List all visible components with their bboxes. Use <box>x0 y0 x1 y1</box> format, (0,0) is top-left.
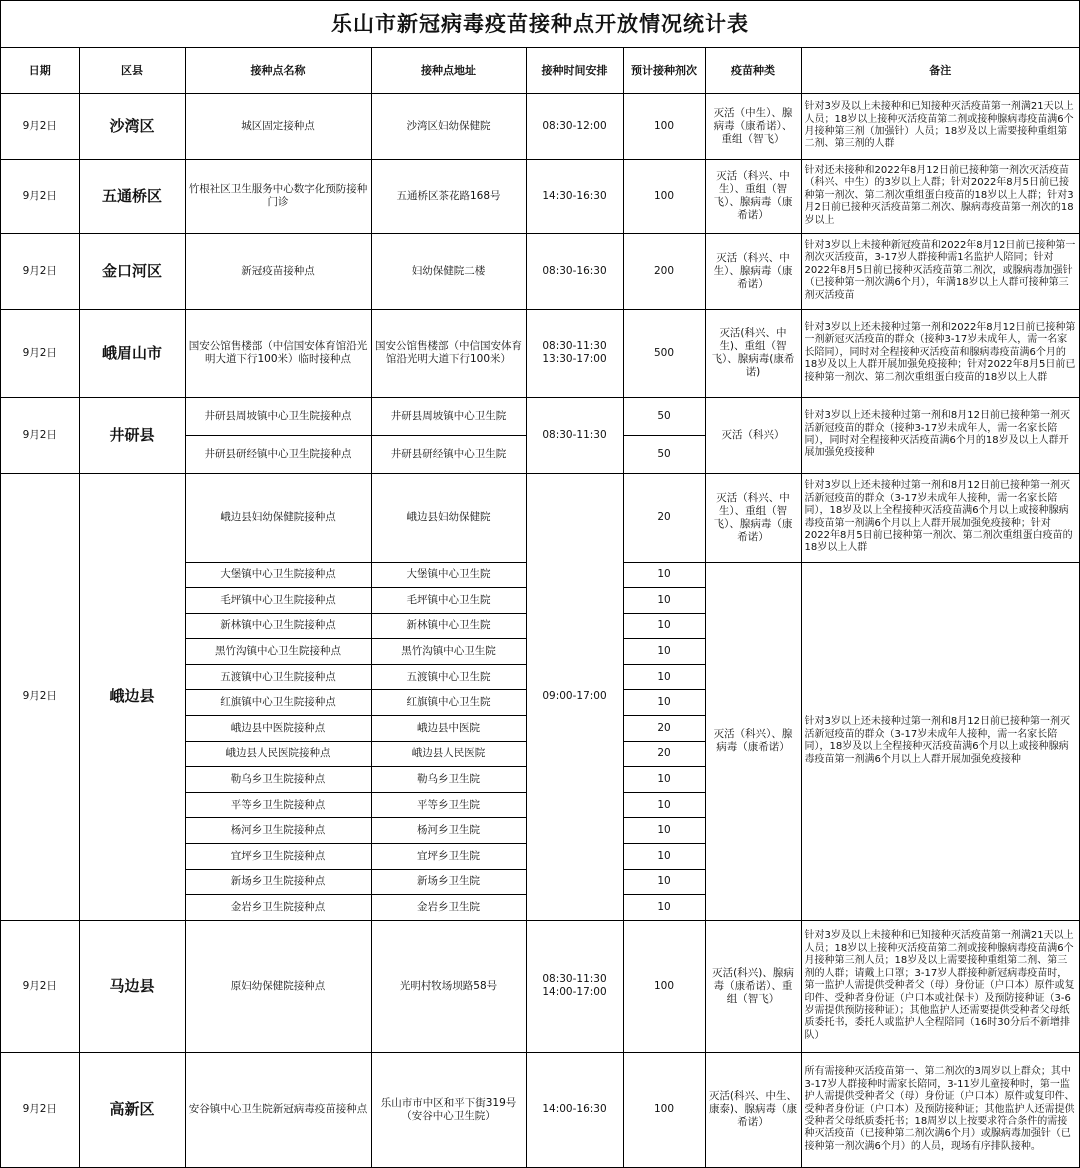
address-cell: 国安公馆售楼部（中信国安体育馆沿光明大道下行100米） <box>371 309 526 397</box>
vaccine-cell: 灭活（科兴、中生）、腺病毒（康希诺） <box>705 233 801 309</box>
remark-cell: 针对3岁以上还未接种过第一剂和2022年8月12日前已接种第一剂新冠灭活疫苗的群众（接种3-17岁未成年人，需一名家长陪同），同时对全程接种灭活疫苗和腺病毒疫苗满6个月的18岁及以上人群开展加强免疫接种；针对2022年8月5日前已接种第一剂次、第二剂次重组蛋白疫苗的18岁以上人群 <box>801 309 1079 397</box>
doses-cell: 10 <box>623 792 705 818</box>
county-cell: 高新区 <box>79 1052 185 1167</box>
county-cell: 马边县 <box>79 920 185 1052</box>
site-cell: 原妇幼保健院接种点 <box>185 920 371 1052</box>
doses-cell: 50 <box>623 435 705 473</box>
doses-cell: 100 <box>623 93 705 159</box>
doses-cell: 100 <box>623 920 705 1052</box>
site-cell: 国安公馆售楼部（中信国安体育馆沿光明大道下行100米）临时接种点 <box>185 309 371 397</box>
remark-cell: 针对3岁以上还未接种过第一剂和8月12日前已接种第一剂灭活新冠疫苗的群众（3-17岁未成年人接种，需一名家长陪同），18岁及以上全程接种灭活疫苗满6个月以上或接种腺病毒疫苗第一剂满6个月以上人群开展加强免疫接种 <box>801 562 1079 920</box>
date-cell: 9月2日 <box>1 93 79 159</box>
time-slot-morning: 08:30-11:30 <box>542 973 607 986</box>
remark-cell: 针对3岁以上还未接种过第一剂和8月12日前已接种第一剂灭活新冠疫苗的群众（3-17岁未成年人接种，需一名家长陪同），18岁及以上全程接种灭活疫苗满6个月以上或接种腺病毒疫苗第一剂满6个月以上人群开展加强免疫接种；针对2022年8月5日前已接种第一剂次、第二剂次重组蛋白疫苗的18岁以上人群 <box>801 473 1079 562</box>
address-cell: 新林镇中心卫生院 <box>371 613 526 639</box>
address-cell: 井研县周坡镇中心卫生院 <box>371 397 526 435</box>
site-cell: 勒乌乡卫生院接种点 <box>185 767 371 793</box>
date-cell: 9月2日 <box>1 397 79 473</box>
address-cell: 勒乌乡卫生院 <box>371 767 526 793</box>
vaccine-cell: 灭活（中生）、腺病毒（康希诺）、重组（智飞） <box>705 93 801 159</box>
date-cell: 9月2日 <box>1 920 79 1052</box>
doses-cell: 10 <box>623 639 705 665</box>
doses-cell: 50 <box>623 397 705 435</box>
remark-cell: 针对3岁以上还未接种过第一剂和8月12日前已接种第一剂灭活新冠疫苗的群众（接种3-17岁未成年人，需一名家长陪同），同时对全程接种灭活疫苗满6个月的18岁及以上人群开展加强免疫接种 <box>801 397 1079 473</box>
table-row <box>1 233 1079 309</box>
page-title: 乐山市新冠病毒疫苗接种点开放情况统计表 <box>1 1 1079 48</box>
address-cell: 五渡镇中心卫生院 <box>371 664 526 690</box>
table-row <box>1 159 1079 233</box>
doses-cell: 100 <box>623 159 705 233</box>
table-row <box>1 309 1079 397</box>
header-time: 接种时间安排 <box>526 48 623 93</box>
county-cell: 峨边县 <box>79 473 185 920</box>
remark-cell: 针对3岁及以上未接种和已知接种灭活疫苗第一剂满21天以上人员；18岁以上接种灭活疫苗第二剂或接种腺病毒疫苗满6个月接种第三剂（加强针）人员；18岁及以上需要接种重组第二剂、第三剂的人群 <box>801 93 1079 159</box>
time-cell <box>526 920 623 1052</box>
doses-cell: 10 <box>623 690 705 716</box>
address-cell: 妇幼保健院二楼 <box>371 233 526 309</box>
header-vaccine: 疫苗种类 <box>705 48 801 93</box>
doses-cell: 200 <box>623 233 705 309</box>
table-row <box>1 397 1079 435</box>
address-cell: 宜坪乡卫生院 <box>371 844 526 870</box>
time-cell: 14:30-16:30 <box>526 159 623 233</box>
county-cell: 沙湾区 <box>79 93 185 159</box>
address-cell: 峨边县人民医院 <box>371 741 526 767</box>
table-row <box>1 93 1079 159</box>
county-cell: 五通桥区 <box>79 159 185 233</box>
doses-cell: 10 <box>623 844 705 870</box>
address-cell: 乐山市市中区和平下街319号（安谷中心卫生院） <box>371 1052 526 1167</box>
time-slot-afternoon: 13:30-17:00 <box>542 353 607 365</box>
address-cell: 杨河乡卫生院 <box>371 818 526 844</box>
table-header-row <box>1 48 1079 93</box>
date-cell: 9月2日 <box>1 159 79 233</box>
doses-cell: 10 <box>623 818 705 844</box>
remark-cell: 针对3岁以上未接种新冠疫苗和2022年8月12日前已接种第一剂次灭活疫苗，3-17岁人群接种需1名监护人陪同；针对2022年8月5日前已接种灭活疫苗第二剂次，或腺病毒加强针（已接种第一剂次满6个月），年满18岁以上人群可接种第三剂灭活疫苗 <box>801 233 1079 309</box>
county-cell: 金口河区 <box>79 233 185 309</box>
county-cell: 峨眉山市 <box>79 309 185 397</box>
site-cell: 毛坪镇中心卫生院接种点 <box>185 588 371 614</box>
doses-cell: 10 <box>623 588 705 614</box>
address-cell: 沙湾区妇幼保健院 <box>371 93 526 159</box>
doses-cell: 10 <box>623 767 705 793</box>
address-cell: 红旗镇中心卫生院 <box>371 690 526 716</box>
site-cell: 杨河乡卫生院接种点 <box>185 818 371 844</box>
doses-cell: 20 <box>623 473 705 562</box>
vaccine-cell: 灭活（科兴）、腺病毒（康希诺） <box>705 562 801 920</box>
remark-cell: 所有需接种灭活疫苗第一、第二剂次的3周岁以上群众；其中3-17岁人群接种时需家长陪同，3-11岁儿童接种时，第一监护人需提供受种者父（母）身份证（户口本）原件或复印件、受种者身份证（户口本）及预防接种证；其他监护人还需提供受种者父母纸质委托书；18周岁以上按要求符合条件的需接种灭活疫苗（已接种第二剂次满6个月）或腺病毒加强针（已接种第一剂次满6个月）的人员，现场有序排队接种。 <box>801 1052 1079 1167</box>
time-cell: 14:00-16:30 <box>526 1052 623 1167</box>
vaccination-sites-table <box>1 48 1079 1168</box>
time-slot-morning: 08:30-11:30 <box>542 340 607 352</box>
header-date: 日期 <box>1 48 79 93</box>
site-cell: 峨边县中医院接种点 <box>185 716 371 742</box>
address-cell: 井研县研经镇中心卫生院 <box>371 435 526 473</box>
time-cell: 08:30-16:30 <box>526 233 623 309</box>
address-cell: 平等乡卫生院 <box>371 792 526 818</box>
table-row <box>1 1052 1079 1167</box>
header-county: 区县 <box>79 48 185 93</box>
address-cell: 大堡镇中心卫生院 <box>371 562 526 588</box>
site-cell: 黑竹沟镇中心卫生院接种点 <box>185 639 371 665</box>
header-address: 接种点地址 <box>371 48 526 93</box>
doses-cell: 10 <box>623 869 705 895</box>
site-cell: 新场乡卫生院接种点 <box>185 869 371 895</box>
address-cell: 金岩乡卫生院 <box>371 895 526 921</box>
site-cell: 新林镇中心卫生院接种点 <box>185 613 371 639</box>
vaccine-cell: 灭活(科兴、中生)、重组（智飞）、腺病毒(康希诺) <box>705 309 801 397</box>
date-cell: 9月2日 <box>1 309 79 397</box>
date-cell: 9月2日 <box>1 1052 79 1167</box>
site-cell: 平等乡卫生院接种点 <box>185 792 371 818</box>
site-cell: 峨边县妇幼保健院接种点 <box>185 473 371 562</box>
doses-cell: 10 <box>623 613 705 639</box>
address-cell: 峨边县妇幼保健院 <box>371 473 526 562</box>
address-cell: 黑竹沟镇中心卫生院 <box>371 639 526 665</box>
time-cell: 09:00-17:00 <box>526 473 623 920</box>
remark-cell: 针对还未接种和2022年8月12日前已接种第一剂次灭活疫苗（科兴、中生）的3岁以上人群；针对2022年8月5日前已接种第一剂次、第二剂次重组蛋白疫苗的18岁以上人群；针对3月2日前已接种灭活疫苗第二剂次、腺病毒疫苗第一剂次的18岁以上 <box>801 159 1079 233</box>
table-row <box>1 920 1079 1052</box>
header-site: 接种点名称 <box>185 48 371 93</box>
doses-cell: 10 <box>623 895 705 921</box>
county-cell: 井研县 <box>79 397 185 473</box>
time-cell <box>526 309 623 397</box>
site-cell: 井研县周坡镇中心卫生院接种点 <box>185 397 371 435</box>
doses-cell: 100 <box>623 1052 705 1167</box>
doses-cell: 20 <box>623 716 705 742</box>
date-cell: 9月2日 <box>1 233 79 309</box>
site-cell: 五渡镇中心卫生院接种点 <box>185 664 371 690</box>
site-cell: 宜坪乡卫生院接种点 <box>185 844 371 870</box>
address-cell: 毛坪镇中心卫生院 <box>371 588 526 614</box>
doses-cell: 500 <box>623 309 705 397</box>
site-cell: 竹根社区卫生服务中心数字化预防接种门诊 <box>185 159 371 233</box>
vaccine-cell: 灭活(科兴)、腺病毒（康希诺）、重组（智飞） <box>705 920 801 1052</box>
doses-cell: 10 <box>623 562 705 588</box>
time-cell: 08:30-11:30 <box>526 397 623 473</box>
address-cell: 峨边县中医院 <box>371 716 526 742</box>
site-cell: 城区固定接种点 <box>185 93 371 159</box>
site-cell: 金岩乡卫生院接种点 <box>185 895 371 921</box>
vaccine-cell: 灭活（科兴、中生）、重组（智飞）、腺病毒（康希诺） <box>705 473 801 562</box>
remark-cell: 针对3岁及以上未接种和已知接种灭活疫苗第一剂满21天以上人员；18岁以上接种灭活疫苗第二剂或接种腺病毒疫苗满6个月接种第三剂人员；18岁及以上需要接种重组第二剂、第三剂的人群；请戴上口罩；3-17岁人群接种新冠病毒疫苗时，第一监护人需提供受种者父（母）身份证（户口本）原件或复印件、受种者身份证（户口本或社保卡）及预防接种证（3-6岁需提供预防接种证）；其他监护人还需要提供受种者父母纸质委托书，委托人或监护人全程陪同（16时30分后不新增排队） <box>801 920 1079 1052</box>
site-cell: 大堡镇中心卫生院接种点 <box>185 562 371 588</box>
site-cell: 井研县研经镇中心卫生院接种点 <box>185 435 371 473</box>
vaccine-cell: 灭活（科兴、中生）、重组（智飞）、腺病毒（康希诺） <box>705 159 801 233</box>
time-cell: 08:30-12:00 <box>526 93 623 159</box>
site-cell: 红旗镇中心卫生院接种点 <box>185 690 371 716</box>
vaccine-cell: 灭活(科兴、中生、康泰)、腺病毒（康希诺） <box>705 1052 801 1167</box>
address-cell: 光明村牧场坝路58号 <box>371 920 526 1052</box>
table-row <box>1 473 1079 562</box>
time-slot-afternoon: 14:00-17:00 <box>542 986 607 999</box>
doses-cell: 20 <box>623 741 705 767</box>
site-cell: 新冠疫苗接种点 <box>185 233 371 309</box>
site-cell: 峨边县人民医院接种点 <box>185 741 371 767</box>
doses-cell: 10 <box>623 664 705 690</box>
header-remark: 备注 <box>801 48 1079 93</box>
address-cell: 新场乡卫生院 <box>371 869 526 895</box>
site-cell: 安谷镇中心卫生院新冠病毒疫苗接种点 <box>185 1052 371 1167</box>
header-doses: 预计接种剂次 <box>623 48 705 93</box>
vaccine-cell: 灭活（科兴） <box>705 397 801 473</box>
address-cell: 五通桥区茶花路168号 <box>371 159 526 233</box>
date-cell: 9月2日 <box>1 473 79 920</box>
